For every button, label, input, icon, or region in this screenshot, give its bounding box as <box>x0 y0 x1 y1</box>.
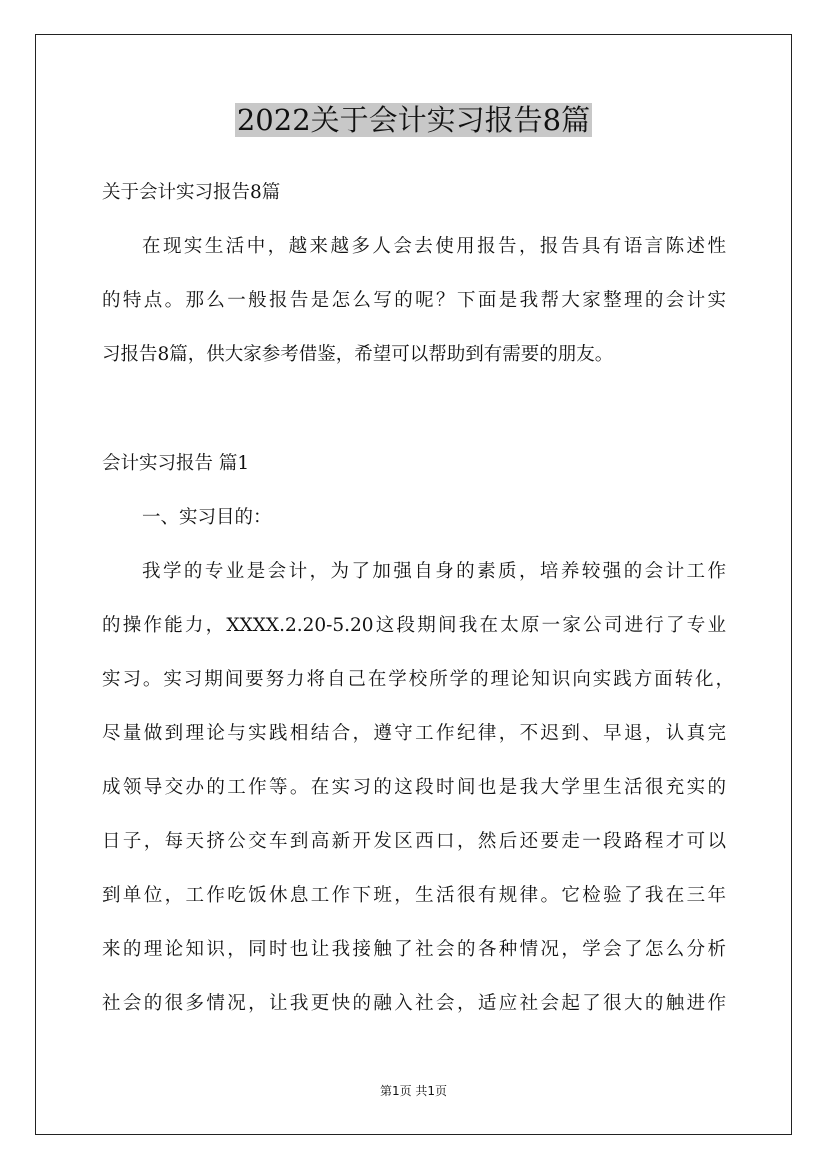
body-line-7: 到单位，工作吃饭休息工作下班，生活很有规律。它检验了我在三年 <box>102 885 726 906</box>
intro-line-3: 习报告8篇，供大家参考借鉴，希望可以帮助到有需要的朋友。 <box>102 344 614 365</box>
page-footer: 第1页 共1页 <box>379 1084 448 1098</box>
body-line-5: 成领导交办的工作等。在实习的这段时间也是我大学里生活很充实的 <box>102 777 726 798</box>
body-line-9: 社会的很多情况，让我更快的融入社会，适应社会起了很大的触进作 <box>102 993 726 1014</box>
body-line-6: 日子，每天挤公交车到高新开发区西口，然后还要走一段路程才可以 <box>102 831 726 852</box>
body-line-4: 尽量做到理论与实践相结合，遵守工作纪律，不迟到、早退，认真完 <box>102 723 726 744</box>
intro-line-1: 在现实生活中，越来越多人会去使用报告，报告具有语言陈述性 <box>142 236 726 257</box>
body-line-2: 的操作能力，XXXX.2.20-5.20这段期间我在太原一家公司进行了专业 <box>102 615 726 636</box>
document-title <box>0 100 827 140</box>
body-line-1: 我学的专业是会计，为了加强自身的素质，培养较强的会计工作 <box>142 561 726 582</box>
document-subtitle: 关于会计实习报告8篇 <box>102 182 281 203</box>
body-line-8: 来的理论知识，同时也让我接触了社会的各种情况，学会了怎么分析 <box>102 939 726 960</box>
section-item: 一、实习目的： <box>142 507 272 528</box>
intro-line-2: 的特点。那么一般报告是怎么写的呢？下面是我帮大家整理的会计实 <box>102 290 726 311</box>
body-line-3: 实习。实习期间要努力将自己在学校所学的理论知识向实践方面转化， <box>102 669 734 690</box>
document-title-text: 2022关于会计实习报告8篇 <box>236 103 591 137</box>
section-heading: 会计实习报告 篇1 <box>102 453 250 474</box>
